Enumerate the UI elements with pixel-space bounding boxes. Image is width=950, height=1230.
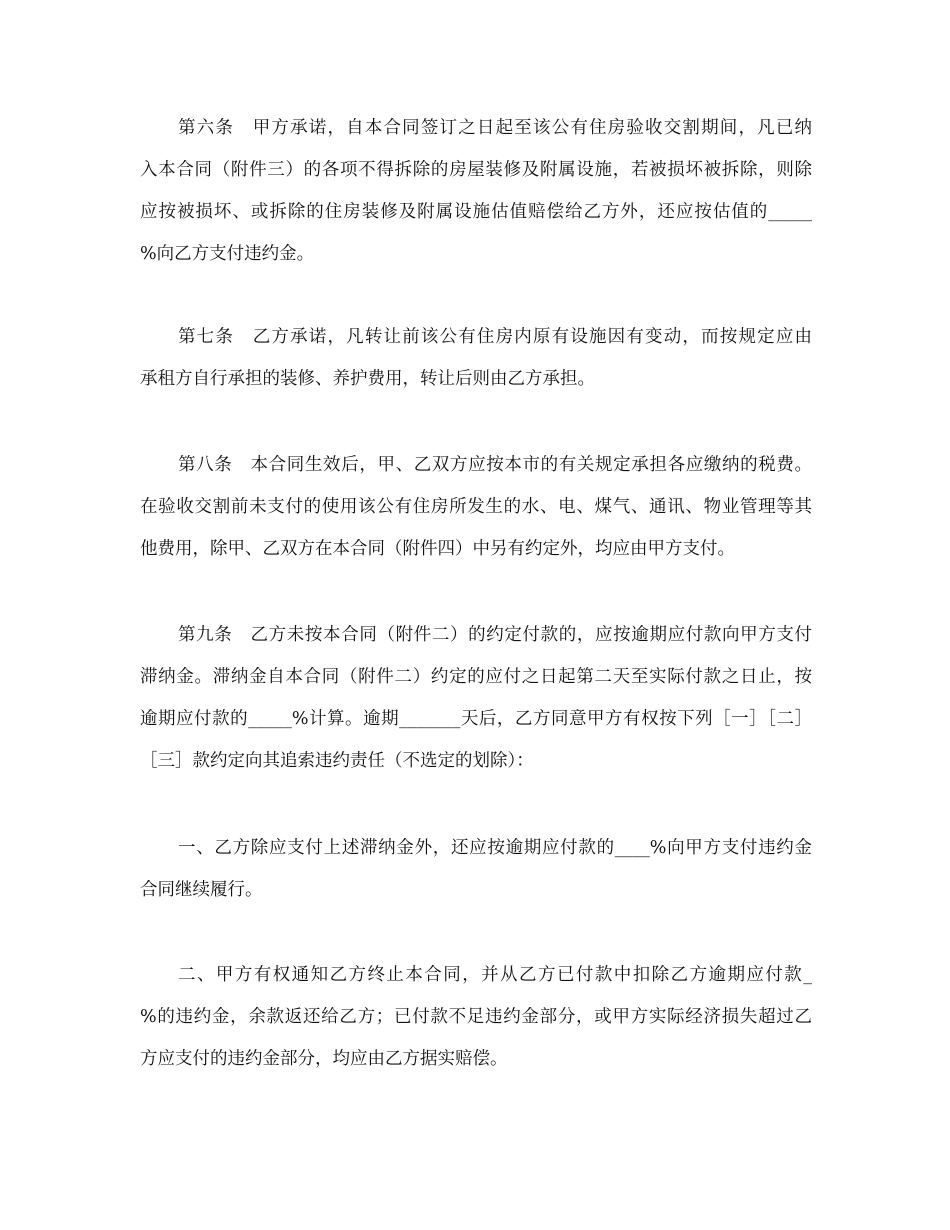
text-line: 第六条 甲方承诺，自本合同签订之日起至该公有住房验收交割期间，凡已纳: [178, 118, 812, 138]
clause-2: [140, 954, 812, 1080]
text-line: 在验收交割前未支付的使用该公有住房所发生的水、电、煤气、通讯、物业管理等其: [140, 497, 812, 517]
text-line: ［三］款约定向其追索违约责任（不选定的划除）：: [140, 751, 534, 771]
text-line: %的违约金，余款返还给乙方；已付款不足违约金部分，或甲方实际经济损失超过乙: [140, 1007, 812, 1027]
text-line: 承租方自行承担的装修、养护费用，转让后则由乙方承担。: [140, 369, 595, 389]
text-line: 第八条 本合同生效后，甲、乙双方应按本市的有关规定承担各应缴纳的税费。: [178, 455, 812, 475]
text-line: 二、甲方有权通知乙方终止本合同，并从乙方已付款中扣除乙方逾期应付款_: [178, 965, 812, 985]
text-line: 逾期应付款的_____%计算。逾期_______天后，乙方同意甲方有权按下列［一］［二］: [140, 709, 812, 729]
article-9: [140, 614, 812, 782]
text-line: 第七条 乙方承诺，凡转让前该公有住房内原有设施因有变动，而按规定应由: [178, 327, 812, 347]
text-line: %向乙方支付违约金。: [140, 244, 315, 264]
text-line: 他费用，除甲、乙双方在本合同（附件四）中另有约定外，均应由甲方支付。: [140, 539, 735, 559]
text-line: 一、乙方除应支付上述滞纳金外，还应按逾期应付款的____%向甲方支付违约金: [178, 838, 812, 858]
text-line: 方应支付的违约金部分，均应由乙方据实赔偿。: [140, 1049, 508, 1069]
article-6: [140, 107, 812, 275]
text-line: 合同继续履行。: [140, 880, 263, 900]
article-8: [140, 444, 812, 570]
text-line: 滞纳金。滞纳金自本合同（附件二）约定的应付之日起第二天至实际付款之日止，按: [140, 667, 812, 687]
text-line: 第九条 乙方未按本合同（附件二）的约定付款的，应按逾期应付款向甲方支付: [178, 625, 812, 645]
clause-1: [140, 827, 812, 911]
text-line: 入本合同（附件三）的各项不得拆除的房屋装修及附属设施，若被损坏被拆除，则除: [140, 160, 812, 180]
text-line: 应按被损坏、或拆除的住房装修及附属设施估值赔偿给乙方外，还应按估值的_____: [140, 202, 812, 222]
article-7: [140, 316, 812, 400]
